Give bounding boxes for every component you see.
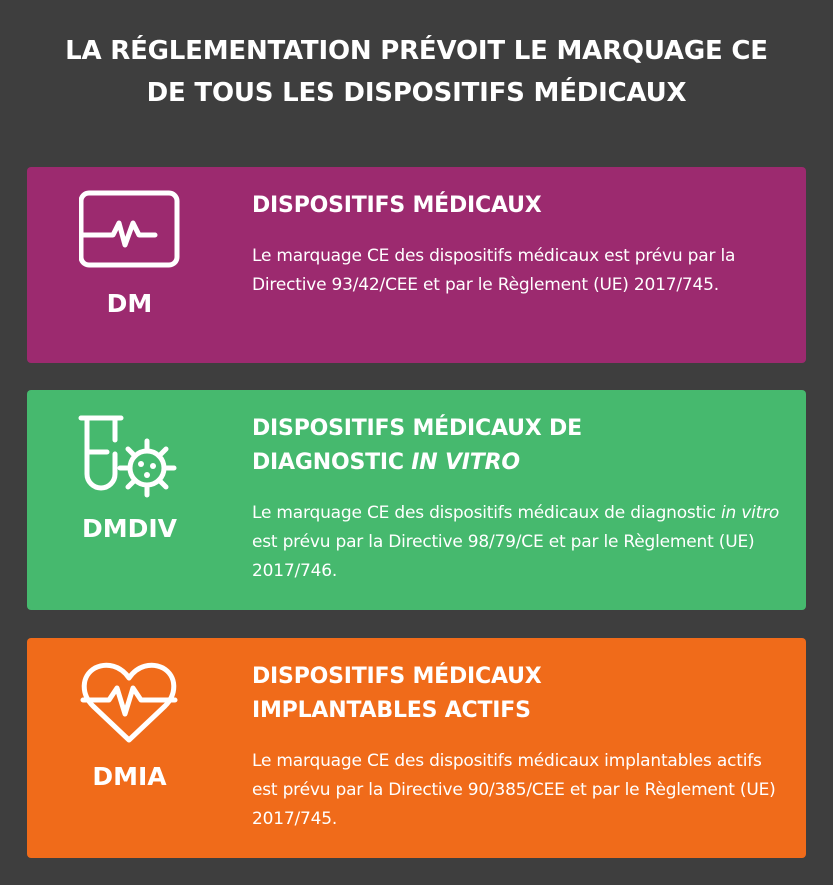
card-dmdiv-title	[252, 412, 782, 480]
card-dmdiv-icon-area	[27, 390, 232, 610]
card-dmdiv	[27, 390, 806, 610]
card-dmdiv-text	[252, 412, 782, 586]
card-dmdiv-description	[252, 499, 782, 586]
card-dmdiv-desc-suffix: est prévu par la Directive 98/79/CE et par le Règlement (UE) 2017/746.	[252, 532, 755, 581]
card-dmdiv-desc-prefix: Le marquage CE des dispositifs médicaux de diagnostic	[252, 503, 721, 523]
card-dmia-description: Le marquage CE des dispositifs médicaux implantables actifs est prévu par la Directive 90/385/CEE et par le Règlement (UE) 2017/745.	[252, 751, 776, 829]
card-dm-icon-area	[27, 167, 232, 363]
card-dmia	[27, 638, 806, 858]
card-dm-description: Le marquage CE des dispositifs médicaux est prévu par la Directive 93/42/CEE et par le Règlement (UE) 2017/745.	[252, 246, 736, 295]
test-tube-virus-icon	[77, 412, 177, 502]
card-dmdiv-title-line-1: DISPOSITIFS MÉDICAUX DE	[252, 416, 582, 441]
monitor-pulse-icon	[79, 189, 181, 275]
card-dmdiv-desc-italic: in vitro	[720, 503, 780, 523]
card-dm-title	[252, 189, 782, 223]
card-dmdiv-title-line-2	[252, 446, 782, 480]
card-dm-abbr: DM	[106, 289, 153, 318]
card-dm	[27, 167, 806, 363]
heart-pulse-icon	[79, 660, 179, 746]
card-dmdiv-title-line-2-italic: IN VITRO	[411, 450, 520, 475]
card-dmia-text	[252, 660, 782, 834]
card-dmia-icon-area	[27, 638, 232, 858]
card-dmdiv-abbr: DMDIV	[81, 514, 178, 543]
card-dmia-title-line-2: IMPLANTABLES ACTIFS	[252, 698, 531, 723]
card-dm-title-line-1: DISPOSITIFS MÉDICAUX	[252, 193, 542, 218]
card-dmia-title-line-1: DISPOSITIFS MÉDICAUX	[252, 664, 542, 689]
page-title-line-1: LA RÉGLEMENTATION PRÉVOIT LE MARQUAGE CE	[65, 36, 768, 66]
card-dmia-abbr: DMIA	[92, 762, 167, 791]
card-dm-text	[252, 189, 782, 300]
card-dmdiv-title-line-2-prefix: DIAGNOSTIC	[252, 450, 412, 475]
card-dmia-title	[252, 660, 782, 728]
page-title	[0, 30, 833, 114]
page-title-line-2: DE TOUS LES DISPOSITIFS MÉDICAUX	[146, 78, 687, 108]
